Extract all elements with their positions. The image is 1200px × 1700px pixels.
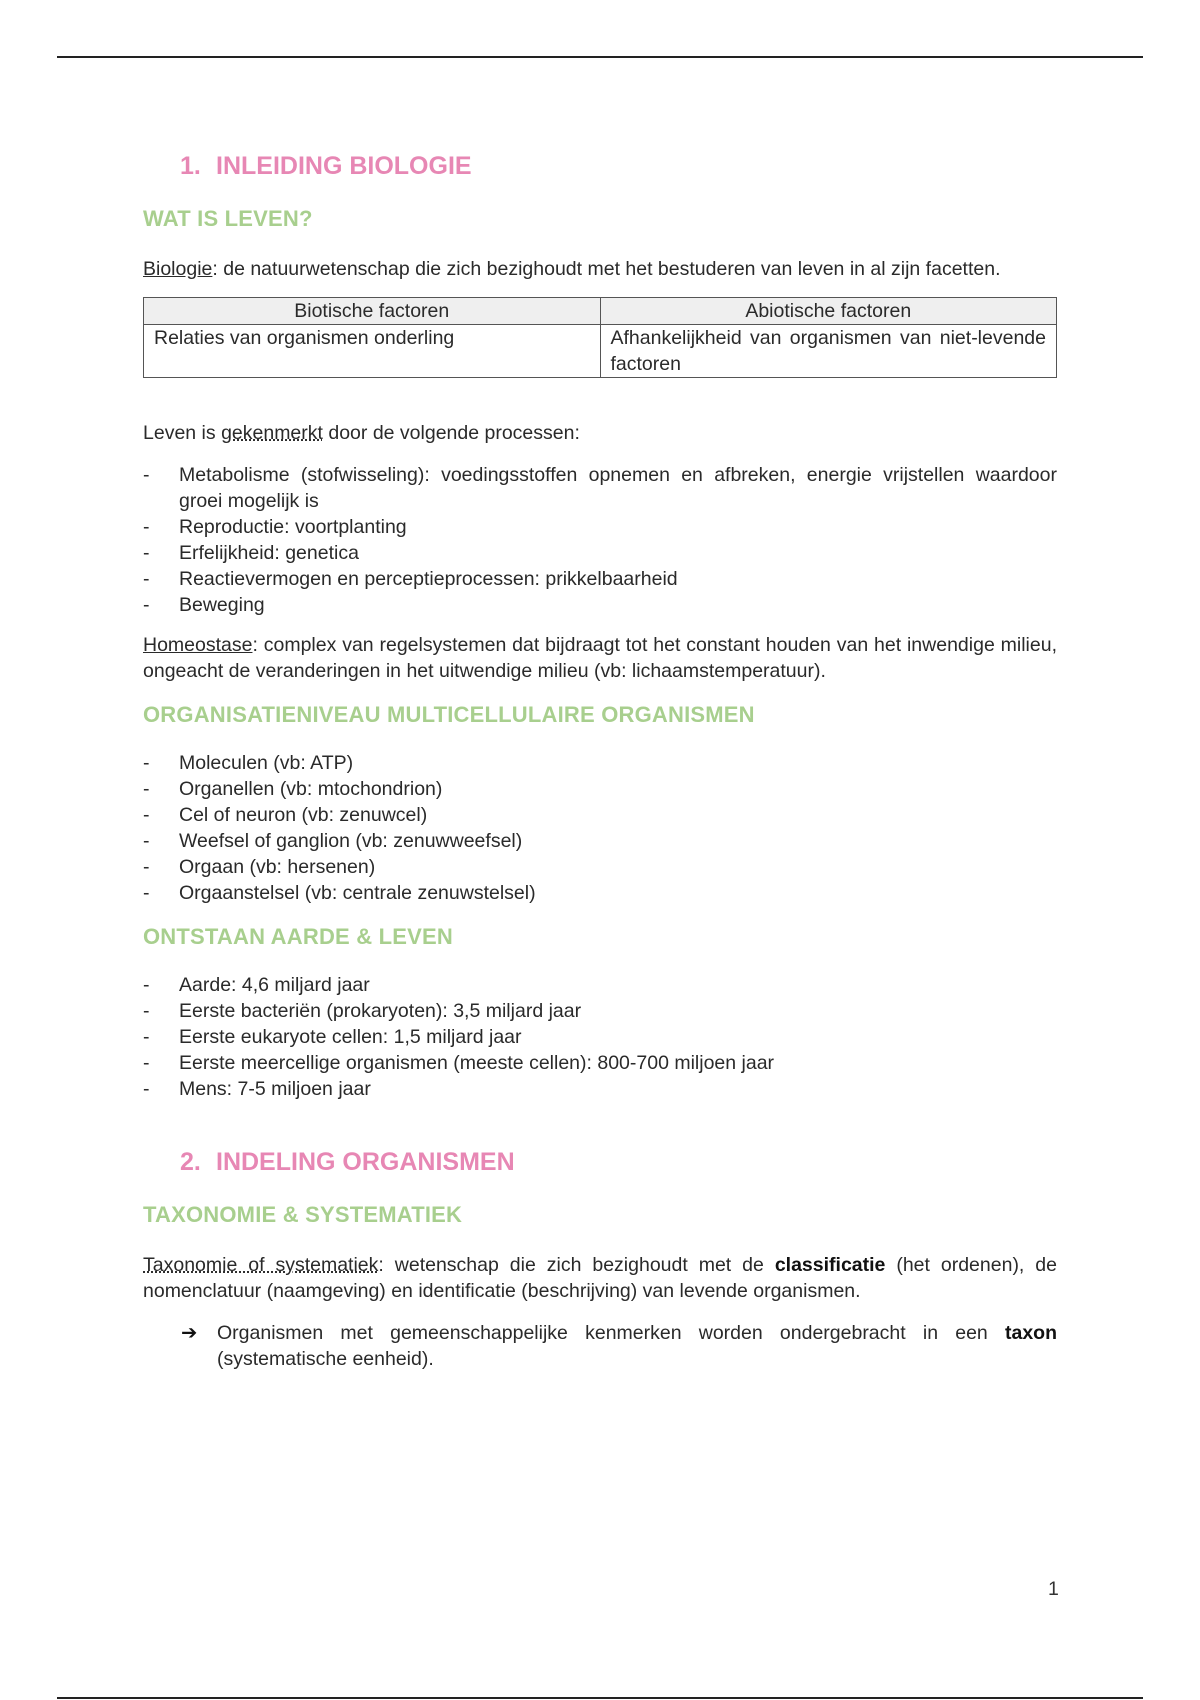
taxon-note-text [217, 1320, 1057, 1372]
taxon-note-post: (systematische eenheid). [217, 1348, 434, 1370]
heading-taxonomy: TAXONOMIE & SYSTEMATIEK [143, 1202, 463, 1227]
organisation-list [143, 750, 1057, 906]
list-item: - Mens: 7-5 miljoen jaar [143, 1076, 1057, 1102]
table-row [144, 325, 1057, 378]
life-intro [143, 420, 1057, 446]
life-processes-list [143, 462, 1057, 618]
list-item: - Aarde: 4,6 miljard jaar [143, 972, 1057, 998]
list-item: - Organellen (vb: mtochondrion) [143, 776, 1057, 802]
biology-def-text: : de natuurwetenschap die zich bezighoudt met het bestuderen van leven in al zijn facetten. [212, 258, 1001, 280]
homeostasis-def-text: : complex van regelsystemen dat bijdraagt tot het constant houden van het inwendige milieu, ongeacht de veranderingen in het uitwendige milieu (vb: lichaamstemperatuur). [143, 634, 1057, 682]
arrow-right-icon: ➔ [181, 1322, 198, 1344]
list-item: - Eerste meercellige organismen (meeste cellen): 800-700 miljoen jaar [143, 1050, 1057, 1076]
life-intro-term: gekenmerkt [221, 422, 323, 444]
taxonomy-term: Taxonomie of systematiek [143, 1254, 379, 1276]
heading-what-is-life: WAT IS LEVEN? [143, 206, 313, 231]
section-2-heading [180, 1146, 1057, 1178]
origin-list [143, 972, 1057, 1102]
taxon-note-bold: taxon [1004, 1322, 1057, 1344]
list-item: - Cel of neuron (vb: zenuwcel) [143, 802, 1057, 828]
section-1-heading [180, 150, 1057, 182]
homeostasis-definition [143, 632, 1057, 684]
list-item: - Erfelijkheid: genetica [143, 540, 1057, 566]
life-intro-post: door de volgende processen: [322, 422, 580, 444]
heading-organisation: ORGANISATIENIVEAU MULTICELLULAIRE ORGANISMEN [143, 702, 755, 727]
header-rule [57, 56, 1143, 58]
footer-rule [57, 1697, 1143, 1699]
list-item: - Eerste bacteriën (prokaryoten): 3,5 miljard jaar [143, 998, 1057, 1024]
page-content [143, 150, 1057, 1372]
table-cell-abiotic: Afhankelijkheid van organismen van niet-levende factoren [600, 325, 1057, 378]
factors-table [143, 297, 1057, 378]
section-1-number: 1. [180, 152, 201, 180]
list-item: - Beweging [143, 592, 1057, 618]
list-item: - Reproductie: voortplanting [143, 514, 1057, 540]
table-cell-biotic: Relaties van organismen onderling [144, 325, 601, 378]
taxonomy-def-bold: classificatie [774, 1254, 886, 1276]
taxon-note [181, 1320, 1057, 1372]
homeostasis-term: Homeostase [143, 634, 253, 656]
list-item: - Orgaanstelsel (vb: centrale zenuwstelsel) [143, 880, 1057, 906]
biology-definition [143, 256, 1057, 282]
list-item: - Weefsel of ganglion (vb: zenuwweefsel) [143, 828, 1057, 854]
table-header-abiotic: Abiotische factoren [600, 298, 1057, 325]
section-1-title: INLEIDING BIOLOGIE [216, 152, 472, 180]
section-2-number: 2. [180, 1148, 201, 1176]
life-intro-pre: Leven is [143, 422, 222, 444]
list-item: - Reactievermogen en perceptieprocessen: prikkelbaarheid [143, 566, 1057, 592]
heading-origin: ONTSTAAN AARDE & LEVEN [143, 924, 453, 949]
taxon-note-pre: Organismen met gemeenschappelijke kenmerken worden ondergebracht in een [217, 1322, 1005, 1344]
biology-term: Biologie [143, 258, 213, 280]
list-item: - Orgaan (vb: hersenen) [143, 854, 1057, 880]
taxonomy-def-pre: : wetenschap die zich bezighoudt met de [378, 1254, 775, 1276]
list-item: - Moleculen (vb: ATP) [143, 750, 1057, 776]
page-number: 1 [1048, 1578, 1059, 1600]
taxonomy-definition [143, 1252, 1057, 1304]
taxonomy-def-post: (het ordenen), de nomenclatuur (naamgeving) en identificatie (beschrijving) van levende organismen. [143, 1254, 1057, 1302]
section-2-title: INDELING ORGANISMEN [216, 1148, 515, 1176]
list-item: - Metabolisme (stofwisseling): voedingsstoffen opnemen en afbreken, energie vrijstellen waardoor groei mogelijk is [143, 462, 1057, 514]
table-header-biotic: Biotische factoren [144, 298, 601, 325]
list-item: - Eerste eukaryote cellen: 1,5 miljard jaar [143, 1024, 1057, 1050]
